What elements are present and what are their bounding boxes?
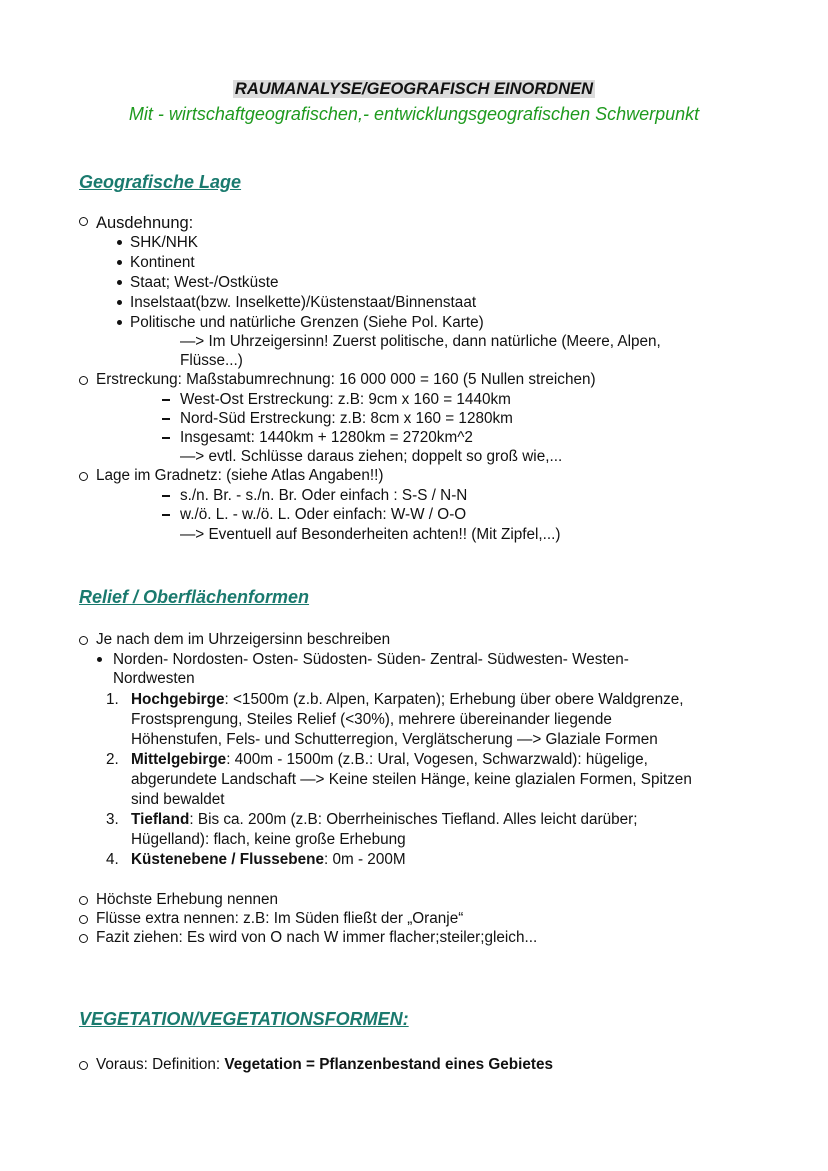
list-item [131,810,637,830]
bullet-dot-icon [97,657,102,662]
grenzen-note: —> Im Uhrzeigersinn! Zuerst politische, dann natürliche (Meere, Alpen, [180,333,661,350]
definition-line [96,1055,553,1075]
list-item: Politische und natürliche Grenzen (Siehe Pol. Karte) [130,314,484,331]
dash-bullet-icon [162,495,170,497]
list-item [131,850,406,870]
list-item [131,750,648,770]
definition-text: Vegetation = Pflanzenbestand eines Gebietes [224,1056,553,1073]
term-description: : 0m - 200M [323,851,406,868]
list-item: Fazit ziehen: Es wird von O nach W immer flacher;steiler;gleich... [96,929,538,946]
list-item-cont: Hügelland): flach, keine große Erhebung [131,831,406,848]
bullet-dot-icon [117,240,122,245]
heading-relief: Relief / Oberflächenformen [79,587,310,607]
list-item-cont: abgerundete Landschaft —> Keine steilen Hänge, keine glazialen Formen, Spitzen [131,771,692,788]
list-item: Kontinent [130,254,195,271]
dash-bullet-icon [162,514,170,516]
document-title: RAUMANALYSE/GEOGRAFISCH EINORDNEN [234,80,594,98]
list-item: Staat; West-/Ostküste [130,274,279,291]
dash-bullet-icon [162,437,170,439]
circle-bullet-icon [79,636,88,645]
grenzen-note-cont: Flüsse...) [180,352,243,369]
list-number: 1. [106,691,119,708]
ausdehnung-label: Ausdehnung: [96,214,194,232]
directions: Norden- Nordosten- Osten- Südosten- Süden- Zentral- Südwesten- Westen- [113,651,629,668]
list-item: Insgesamt: 1440km + 1280km = 2720km^2 [180,429,473,446]
list-number: 3. [106,811,119,828]
bullet-dot-icon [117,320,122,325]
heading-geografische-lage: Geografische Lage [79,172,242,192]
gradnetz-note: —> Eventuell auf Besonderheiten achten!! (Mit Zipfel,...) [180,526,561,543]
list-item: Höchste Erhebung nennen [96,891,279,908]
circle-bullet-icon [79,376,88,385]
circle-bullet-icon [79,896,88,905]
list-item: Inselstaat(bzw. Inselkette)/Küstenstaat/Binnenstaat [130,294,477,311]
heading-vegetation: VEGETATION/VEGETATIONSFORMEN: [79,1009,409,1029]
dash-bullet-icon [162,399,170,401]
term: Mittelgebirge [131,751,227,768]
list-item: Nord-Süd Erstreckung: z.B: 8cm x 160 = 1280km [180,410,513,427]
list-item-cont: sind bewaldet [131,791,225,808]
circle-bullet-icon [79,472,88,481]
term-description: : 400m - 1500m (z.B.: Ural, Vogesen, Schwarzwald): hügelige, [226,751,648,768]
circle-bullet-icon [79,915,88,924]
bullet-dot-icon [117,300,122,305]
list-number: 4. [106,851,119,868]
list-item-cont: Höhenstufen, Fels- und Schutterregion, Verglätscherung —> Glaziale Formen [131,731,658,748]
circle-bullet-icon [79,1061,88,1070]
list-item: w./ö. L. - w./ö. L. Oder einfach: W-W / O-O [180,506,467,523]
list-number: 2. [106,751,119,768]
list-item: s./n. Br. - s./n. Br. Oder einfach : S-S / N-N [180,487,468,504]
list-item: West-Ost Erstreckung: z.B: 9cm x 160 = 1440km [180,391,511,408]
bullet-dot-icon [117,280,122,285]
erstreckung-label: Erstreckung: Maßstabumrechnung: 16 000 000 = 160 (5 Nullen streichen) [96,371,596,388]
circle-bullet-icon [79,217,88,226]
list-item-cont: Frostsprengung, Steiles Relief (<30%), mehrere übereinander liegende [131,711,612,728]
definition-prefix: Voraus: Definition: [96,1056,225,1073]
erstreckung-note: —> evtl. Schlüsse daraus ziehen; doppelt so groß wie,... [180,448,563,465]
term-description: : Bis ca. 200m (z.B: Oberrheinisches Tiefland. Alles leicht darüber; [189,811,638,828]
term: Hochgebirge [131,691,225,708]
term: Tiefland [131,811,190,828]
circle-bullet-icon [79,934,88,943]
bullet-dot-icon [117,260,122,265]
list-item [131,690,684,710]
relief-intro: Je nach dem im Uhrzeigersinn beschreiben [96,631,391,648]
list-item: Flüsse extra nennen: z.B: Im Süden fließt der „Oranje“ [96,910,464,927]
term-description: : <1500m (z.b. Alpen, Karpaten); Erhebung über obere Waldgrenze, [224,691,684,708]
term: Küstenebene / Flussebene [131,851,324,868]
directions-cont: Nordwesten [113,670,195,687]
document-subtitle: Mit - wirtschaftgeografischen,- entwicklungsgeografischen Schwerpunkt [128,104,700,124]
gradnetz-label: Lage im Gradnetz: (siehe Atlas Angaben!!) [96,467,384,484]
dash-bullet-icon [162,418,170,420]
list-item: SHK/NHK [130,234,198,251]
